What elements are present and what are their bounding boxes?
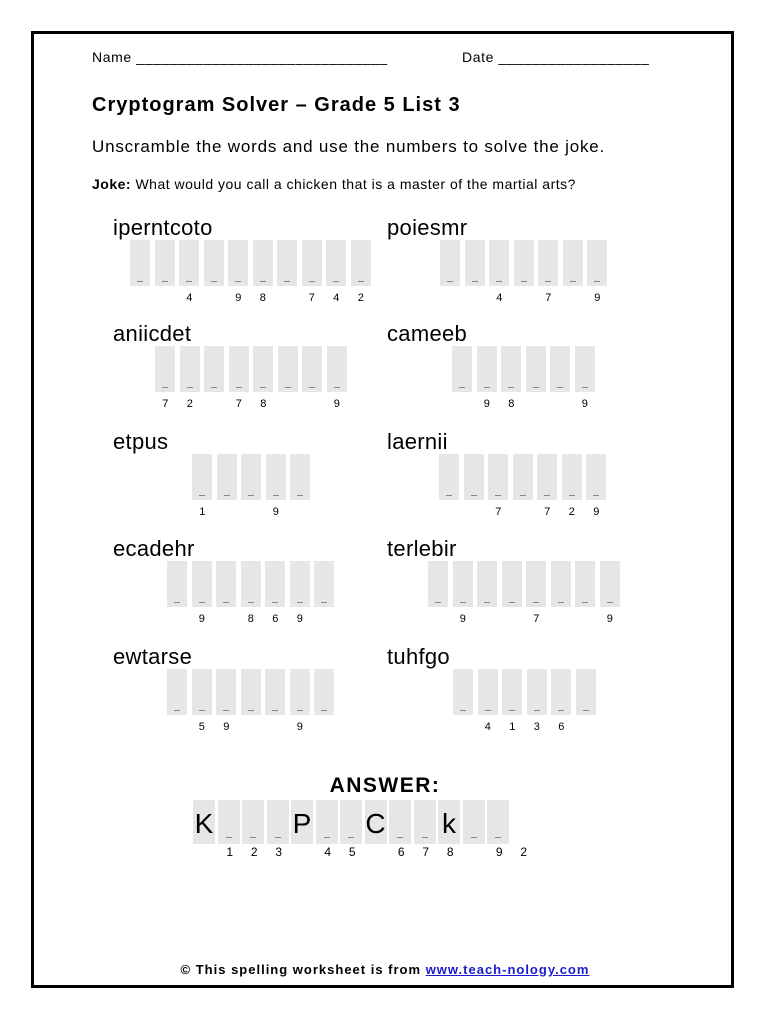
letter-box[interactable]	[192, 454, 212, 500]
letter-box[interactable]	[576, 669, 596, 715]
letter-box[interactable]	[514, 240, 534, 286]
clue-number	[574, 721, 599, 733]
letter-box[interactable]	[155, 346, 175, 392]
letter-box[interactable]	[216, 669, 236, 715]
letter-box[interactable]	[179, 240, 199, 286]
letter-box[interactable]	[265, 669, 285, 715]
answer-box[interactable]	[365, 800, 387, 844]
answer-box[interactable]	[414, 800, 436, 844]
letter-box[interactable]	[192, 561, 212, 607]
letter-box[interactable]	[502, 669, 522, 715]
letter-box[interactable]	[204, 240, 224, 286]
clue-number	[275, 292, 300, 304]
answer-box[interactable]	[316, 800, 338, 844]
letter-box[interactable]	[278, 346, 298, 392]
letter-box[interactable]	[563, 240, 583, 286]
clue-number	[239, 506, 264, 518]
scrambled-word: cameeb	[387, 321, 468, 346]
clue-number	[426, 613, 451, 625]
clue-numbers	[190, 506, 313, 518]
letter-box[interactable]	[526, 561, 546, 607]
clue-number	[549, 613, 574, 625]
clue-number: 9	[581, 398, 588, 410]
letter-box[interactable]	[464, 454, 484, 500]
letter-box[interactable]	[180, 346, 200, 392]
letter-box[interactable]	[439, 454, 459, 500]
clue-number: 7	[162, 398, 169, 410]
clue-number: 7	[545, 292, 552, 304]
clue-number: 9	[483, 398, 490, 410]
scrambled-word: iperntcoto	[113, 215, 213, 240]
clue-number: 4	[333, 292, 340, 304]
footer-link[interactable]: www.teach-nology.com	[425, 962, 590, 977]
letter-box[interactable]	[265, 561, 285, 607]
letter-box[interactable]	[351, 240, 371, 286]
answer-box[interactable]	[389, 800, 411, 844]
letter-box[interactable]	[217, 454, 237, 500]
answer-letter: k	[442, 808, 456, 839]
clue-number: 8	[508, 398, 515, 410]
answer-number: 8	[446, 845, 454, 859]
clue-number: 1	[199, 506, 206, 518]
answer-number: 7	[422, 845, 430, 859]
letter-box[interactable]	[155, 240, 175, 286]
answer-box[interactable]	[463, 800, 485, 844]
answer-number	[193, 845, 218, 859]
clue-number: 4	[186, 292, 193, 304]
letter-box[interactable]	[241, 561, 261, 607]
answer-number: 4	[324, 845, 332, 859]
answer-letter: C	[365, 808, 386, 839]
answer-number: 6	[397, 845, 405, 859]
letter-box[interactable]	[167, 561, 187, 607]
clue-number: 7	[544, 506, 551, 518]
clue-number	[463, 292, 488, 304]
scrambled-word: etpus	[113, 429, 169, 454]
letter-box[interactable]	[229, 346, 249, 392]
clue-number	[300, 398, 325, 410]
date-field: Date __________________	[462, 49, 650, 65]
clue-number	[214, 613, 239, 625]
letter-box[interactable]	[477, 346, 497, 392]
clue-number	[153, 292, 178, 304]
letter-boxes	[453, 669, 600, 715]
letter-boxes	[167, 669, 339, 715]
clue-number	[276, 398, 301, 410]
clue-number	[202, 292, 227, 304]
letter-boxes	[155, 346, 351, 392]
letter-box[interactable]	[241, 454, 261, 500]
clue-number	[263, 721, 288, 733]
instructions: Unscramble the words and use the numbers to solve the joke.	[92, 137, 606, 156]
scrambled-word: aniicdet	[113, 321, 192, 346]
footer	[0, 962, 770, 977]
clue-number: 9	[223, 721, 230, 733]
letter-box[interactable]	[302, 240, 322, 286]
clue-number: 4	[496, 292, 503, 304]
letter-box[interactable]	[253, 240, 273, 286]
clue-numbers	[437, 506, 609, 518]
letter-box[interactable]	[167, 669, 187, 715]
clue-numbers	[438, 292, 610, 304]
letter-box[interactable]	[550, 346, 570, 392]
letter-box[interactable]	[465, 240, 485, 286]
clue-numbers	[450, 398, 597, 410]
letter-box[interactable]	[326, 240, 346, 286]
answer-number: 5	[348, 845, 356, 859]
letter-box[interactable]	[488, 454, 508, 500]
letter-box[interactable]	[587, 240, 607, 286]
answer-box[interactable]	[438, 800, 460, 844]
clue-number: 3	[533, 721, 540, 733]
letter-box[interactable]	[241, 669, 261, 715]
letter-boxes	[192, 454, 315, 500]
clue-number: 7	[495, 506, 502, 518]
letter-box[interactable]	[526, 346, 546, 392]
clue-number	[500, 613, 525, 625]
letter-boxes	[130, 240, 375, 286]
answer-number: 3	[275, 845, 283, 859]
clue-number	[437, 506, 462, 518]
clue-number: 7	[533, 613, 540, 625]
clue-number	[512, 292, 537, 304]
clue-number	[451, 721, 476, 733]
letter-box[interactable]	[575, 346, 595, 392]
clue-number	[165, 721, 190, 733]
joke-label: Joke:	[92, 176, 132, 192]
letter-box[interactable]	[453, 669, 473, 715]
letter-box[interactable]	[551, 561, 571, 607]
letter-boxes	[440, 240, 612, 286]
letter-box[interactable]	[253, 346, 273, 392]
answer-box[interactable]	[291, 800, 313, 844]
letter-box[interactable]	[130, 240, 150, 286]
scrambled-word: terlebir	[387, 536, 457, 561]
clue-numbers	[165, 613, 337, 625]
answer-box[interactable]	[218, 800, 240, 844]
clue-number	[511, 506, 536, 518]
letter-box[interactable]	[192, 669, 212, 715]
letter-box[interactable]	[586, 454, 606, 500]
clue-number	[450, 398, 475, 410]
letter-box[interactable]	[452, 346, 472, 392]
clue-number	[312, 613, 337, 625]
letter-box[interactable]	[537, 454, 557, 500]
letter-box[interactable]	[551, 669, 571, 715]
clue-number: 8	[259, 292, 266, 304]
clue-number: 1	[509, 721, 516, 733]
clue-number: 9	[593, 506, 600, 518]
answer-letter: K	[194, 808, 214, 839]
letter-box[interactable]	[266, 454, 286, 500]
letter-boxes	[439, 454, 611, 500]
answer-box[interactable]	[487, 800, 509, 844]
clue-number: 9	[198, 613, 205, 625]
clue-number: 6	[272, 613, 279, 625]
letter-box[interactable]	[228, 240, 248, 286]
answer-number	[365, 845, 390, 859]
footer-text: © This spelling worksheet is from	[180, 962, 422, 977]
letter-box[interactable]	[302, 346, 322, 392]
letter-box[interactable]	[204, 346, 224, 392]
joke-question: What would you call a chicken that is a master of the martial arts?	[135, 176, 576, 192]
clue-number: 9	[594, 292, 601, 304]
clue-number: 9	[296, 721, 303, 733]
clue-number	[524, 398, 549, 410]
answer-boxes	[193, 800, 512, 844]
letter-box[interactable]	[314, 669, 334, 715]
answer-letter: P	[292, 808, 312, 839]
answer-number: 9	[495, 845, 503, 859]
clue-numbers	[165, 721, 337, 733]
clue-number	[288, 506, 313, 518]
clue-number	[548, 398, 573, 410]
clue-numbers	[153, 398, 349, 410]
clue-number: 8	[260, 398, 267, 410]
clue-number	[215, 506, 240, 518]
answer-number	[291, 845, 316, 859]
letter-box[interactable]	[327, 346, 347, 392]
clue-number	[239, 721, 264, 733]
clue-number: 2	[568, 506, 575, 518]
letter-box[interactable]	[538, 240, 558, 286]
clue-number: 9	[272, 506, 279, 518]
letter-box[interactable]	[290, 669, 310, 715]
letter-box[interactable]	[501, 346, 521, 392]
clue-number	[312, 721, 337, 733]
answer-number	[463, 845, 488, 859]
clue-number: 9	[296, 613, 303, 625]
clue-number	[438, 292, 463, 304]
joke-text	[92, 176, 576, 192]
letter-box[interactable]	[527, 669, 547, 715]
clue-number: 7	[235, 398, 242, 410]
letter-box[interactable]	[489, 240, 509, 286]
letter-box[interactable]	[428, 561, 448, 607]
clue-number	[462, 506, 487, 518]
answer-number: 2	[250, 845, 258, 859]
letter-box[interactable]	[513, 454, 533, 500]
clue-number	[202, 398, 227, 410]
clue-number: 9	[459, 613, 466, 625]
clue-number	[165, 613, 190, 625]
letter-box[interactable]	[478, 669, 498, 715]
clue-number: 8	[247, 613, 254, 625]
scrambled-word: ecadehr	[113, 536, 195, 561]
letter-box[interactable]	[314, 561, 334, 607]
answer-box[interactable]	[193, 800, 215, 844]
clue-numbers	[426, 613, 622, 625]
clue-number: 5	[198, 721, 205, 733]
clue-number: 2	[186, 398, 193, 410]
clue-number	[573, 613, 598, 625]
page-title: Cryptogram Solver – Grade 5 List 3	[92, 94, 461, 116]
letter-box[interactable]	[290, 561, 310, 607]
answer-numbers	[193, 845, 536, 859]
clue-numbers	[128, 292, 373, 304]
answer-label: ANSWER:	[329, 774, 441, 797]
clue-number: 4	[484, 721, 491, 733]
letter-box[interactable]	[575, 561, 595, 607]
answer-number: 2	[520, 845, 528, 859]
letter-box[interactable]	[277, 240, 297, 286]
letter-box[interactable]	[600, 561, 620, 607]
letter-boxes	[428, 561, 624, 607]
answer-number: 1	[226, 845, 234, 859]
letter-box[interactable]	[440, 240, 460, 286]
name-field: Name ______________________________	[92, 49, 388, 65]
clue-number: 9	[606, 613, 613, 625]
letter-box[interactable]	[477, 561, 497, 607]
letter-box[interactable]	[216, 561, 236, 607]
clue-number: 9	[235, 292, 242, 304]
letter-box[interactable]	[453, 561, 473, 607]
letter-box[interactable]	[290, 454, 310, 500]
scrambled-word: laernii	[387, 429, 448, 454]
scrambled-word: poiesmr	[387, 215, 468, 240]
letter-box[interactable]	[502, 561, 522, 607]
clue-number	[475, 613, 500, 625]
clue-number	[561, 292, 586, 304]
scrambled-word: ewtarse	[113, 644, 193, 669]
clue-number: 9	[333, 398, 340, 410]
answer-box[interactable]	[267, 800, 289, 844]
clue-number: 2	[357, 292, 364, 304]
letter-box[interactable]	[562, 454, 582, 500]
answer-box[interactable]	[340, 800, 362, 844]
clue-number: 6	[558, 721, 565, 733]
scrambled-word: tuhfgo	[387, 644, 450, 669]
clue-numbers	[451, 721, 598, 733]
clue-number: 7	[308, 292, 315, 304]
clue-number	[128, 292, 153, 304]
letter-boxes	[167, 561, 339, 607]
letter-boxes	[452, 346, 599, 392]
answer-box[interactable]	[242, 800, 264, 844]
